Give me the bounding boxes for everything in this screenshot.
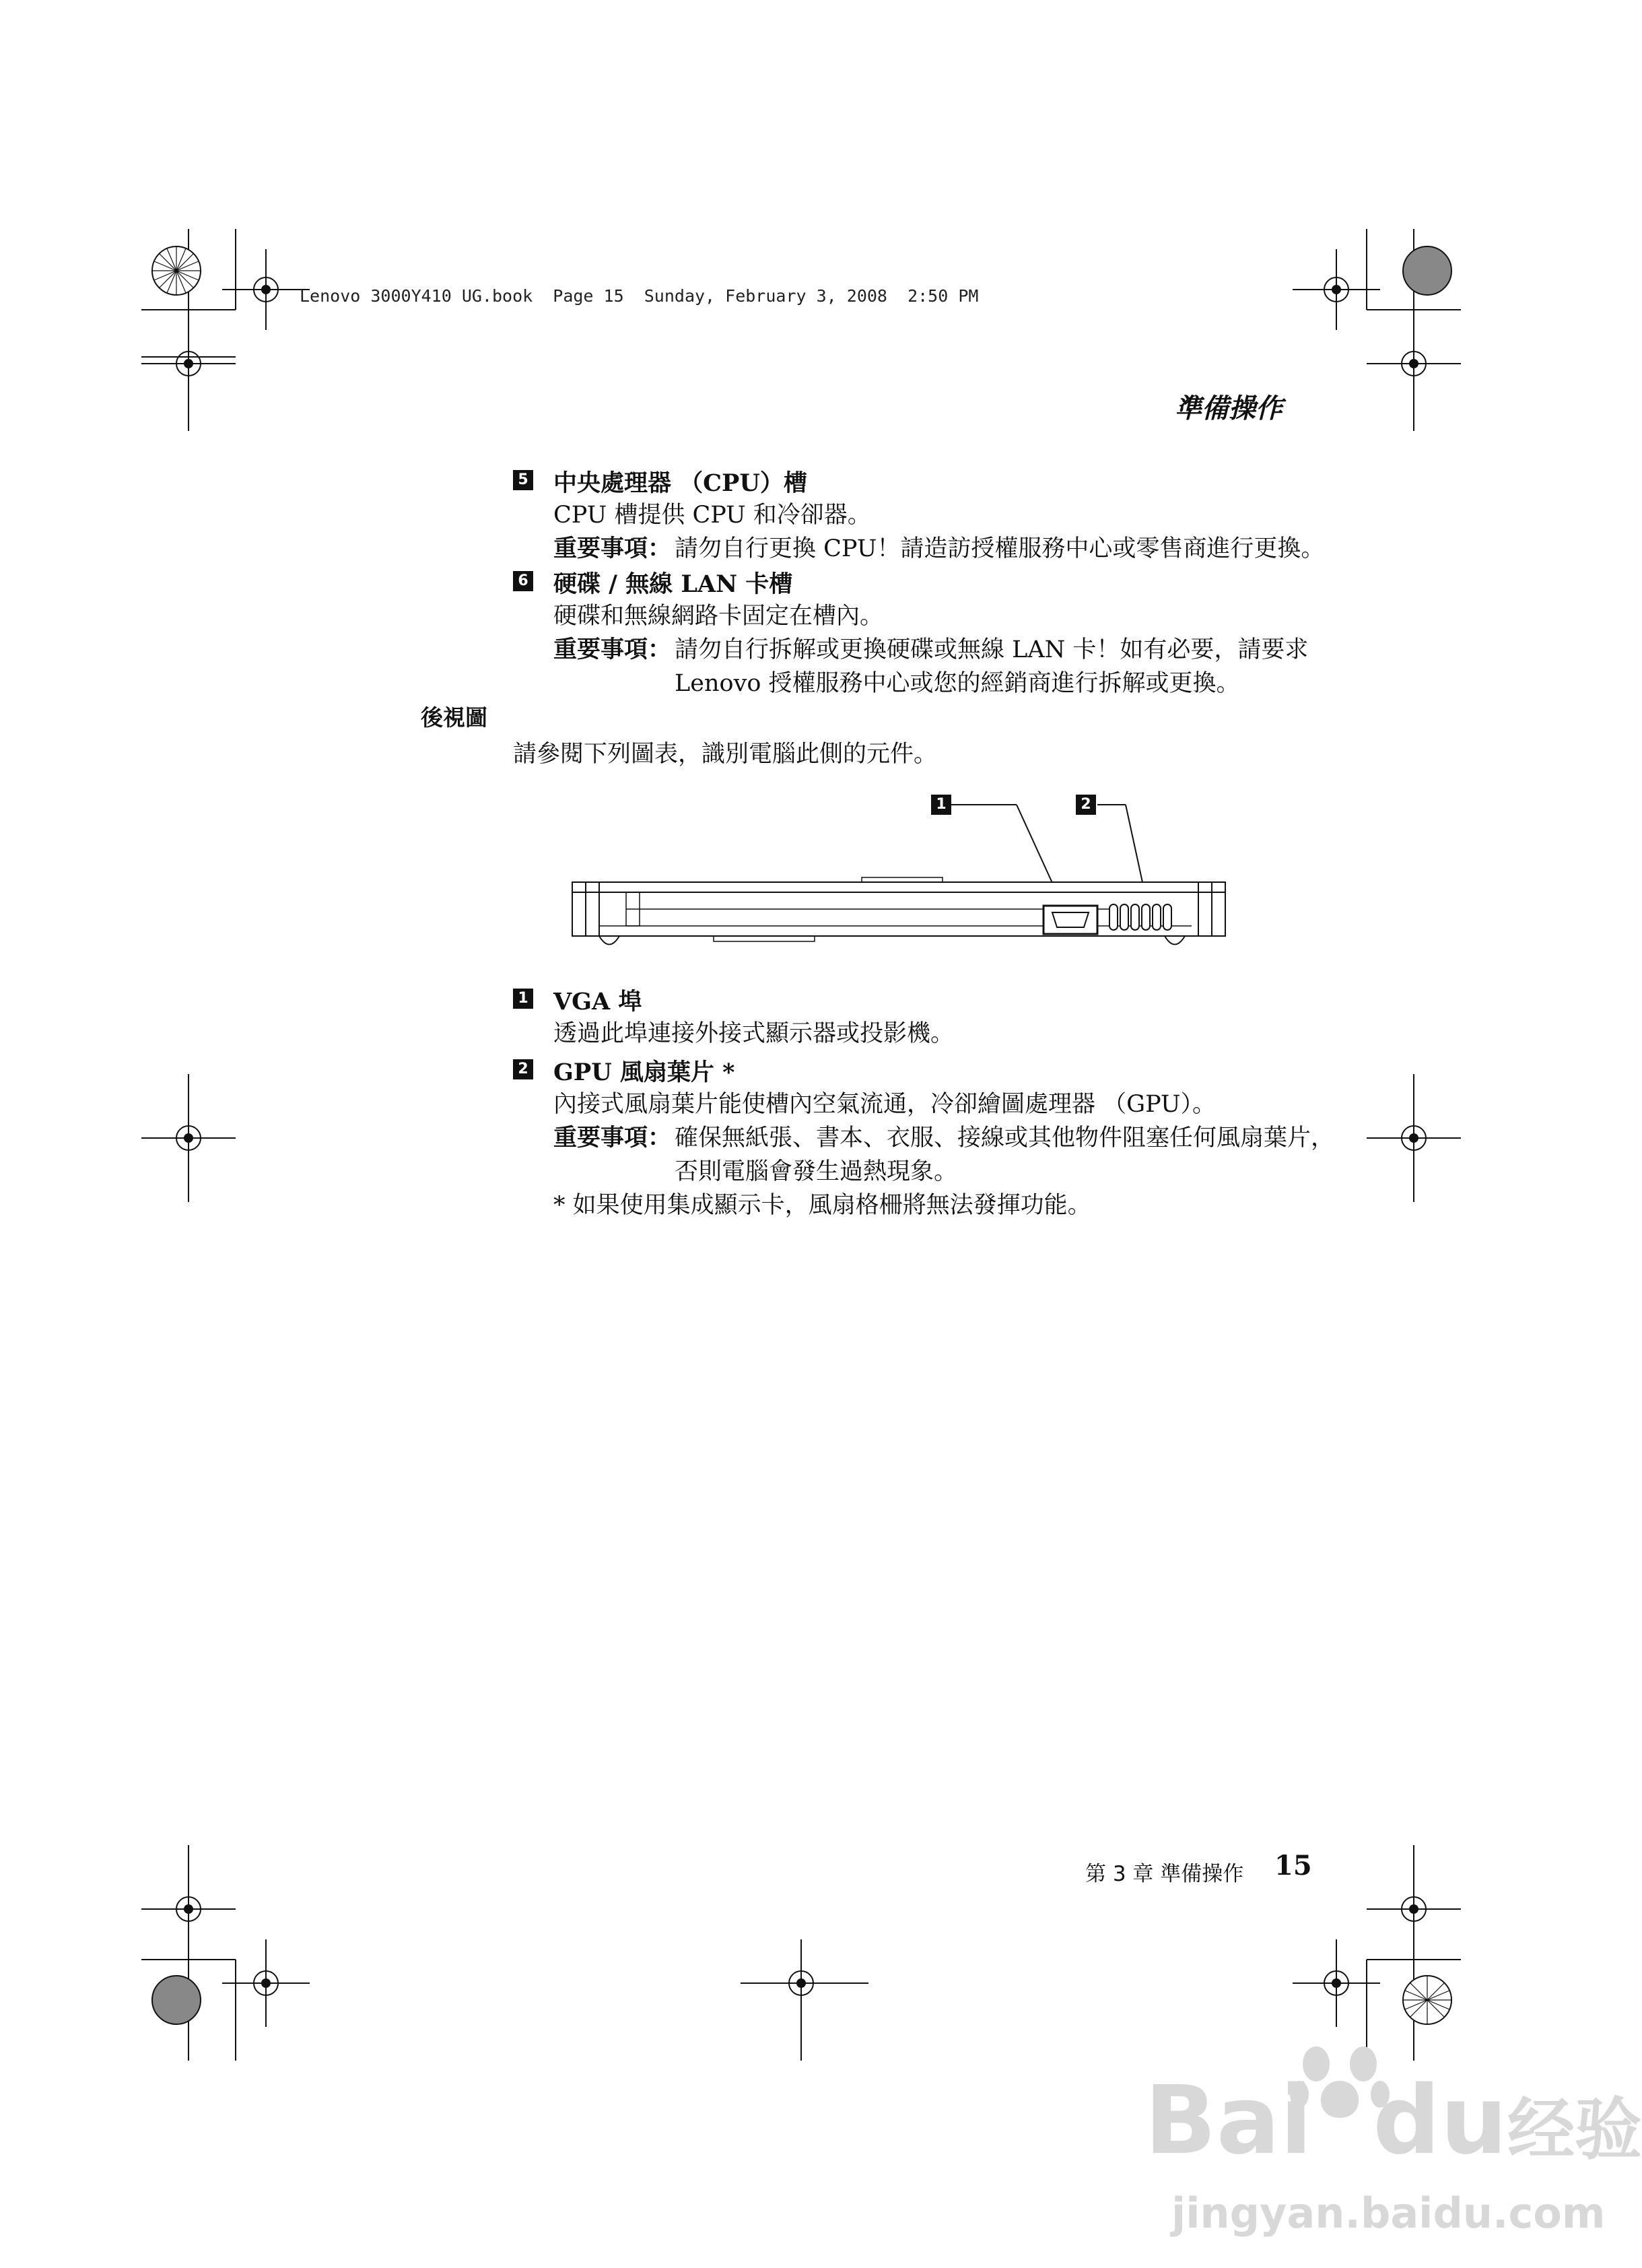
- footnote: * 如果使用集成顯示卡，風扇格柵將無法發揮功能。: [553, 1192, 1091, 1219]
- book-info-line: Lenovo 3000Y410 UG.book Page 15 Sunday, February 3, 2008 2:50 PM: [300, 286, 979, 306]
- vga-port-shape: [1044, 906, 1097, 934]
- item-cpu-slot: [513, 465, 1325, 566]
- watermark-url: jingyan.baidu.com: [1171, 2189, 1606, 2238]
- item-title: VGA 埠: [553, 988, 642, 1015]
- note-text-line-2: Lenovo 授權服務中心或您的經銷商進行拆解或更換。: [675, 670, 1240, 697]
- item-gpu-fan: [513, 1054, 1335, 1222]
- callout-badge: 5: [513, 470, 533, 490]
- chapter-title: 準備操作: [1175, 393, 1282, 424]
- note-label: 重要事項：: [553, 636, 672, 663]
- callout-badge: 1: [513, 989, 533, 1009]
- section-intro: 請參閱下列圖表，識別電腦此側的元件。: [513, 741, 938, 768]
- item-title: GPU 風扇葉片 *: [553, 1059, 735, 1086]
- page-number: 15: [1274, 1850, 1312, 1881]
- note-text: 請勿自行更換 CPU！請造訪授權服務中心或零售商進行更換。: [675, 535, 1325, 562]
- note-text-line-2: 否則電腦會發生過熱現象。: [675, 1158, 958, 1185]
- figure-callout-1: 1: [931, 795, 951, 815]
- figure-callout-2: 2: [1076, 795, 1096, 815]
- watermark-logo-text-2: du: [1373, 2066, 1508, 2176]
- note-text-line-1: 請勿自行拆解或更換硬碟或無線 LAN 卡！如有必要，請要求: [675, 636, 1309, 663]
- rear-view-diagram: [559, 791, 1252, 966]
- item-description: 透過此埠連接外接式顯示器或投影機。: [553, 1020, 955, 1047]
- item-description: 硬碟和無線網路卡固定在槽內。: [553, 603, 884, 630]
- item-description: CPU 槽提供 CPU 和冷卻器。: [553, 502, 871, 529]
- item-description: 內接式風扇葉片能使槽內空氣流通，冷卻繪圖處理器 （GPU）。: [553, 1091, 1217, 1118]
- watermark-logo-cn: 经验: [1507, 2090, 1642, 2169]
- item-hdd-wlan-slot: [513, 566, 1309, 700]
- item-vga-port: [513, 983, 954, 1050]
- baidu-watermark: [1144, 2034, 1642, 2249]
- note-label: 重要事項：: [553, 1125, 672, 1152]
- item-title: 硬碟 / 無線 LAN 卡槽: [553, 570, 793, 598]
- registration-mark-bottom: [141, 1845, 1461, 2061]
- registration-mark-top-right: [1293, 229, 1461, 431]
- note-text-line-1: 確保無紙張、書本、衣服、接線或其他物件阻塞任何風扇葉片，: [675, 1125, 1335, 1152]
- note-label: 重要事項：: [553, 535, 672, 562]
- registration-mark-top-left: [141, 229, 310, 431]
- item-title: 中央處理器 （CPU）槽: [553, 469, 807, 497]
- callout-badge: 2: [513, 1059, 533, 1079]
- section-heading: 後視圖: [421, 704, 487, 731]
- callout-badge: 6: [513, 571, 533, 591]
- footer-chapter-label: 第 3 章 準備操作: [1085, 1862, 1244, 1886]
- watermark-logo-text: Bai: [1144, 2066, 1313, 2176]
